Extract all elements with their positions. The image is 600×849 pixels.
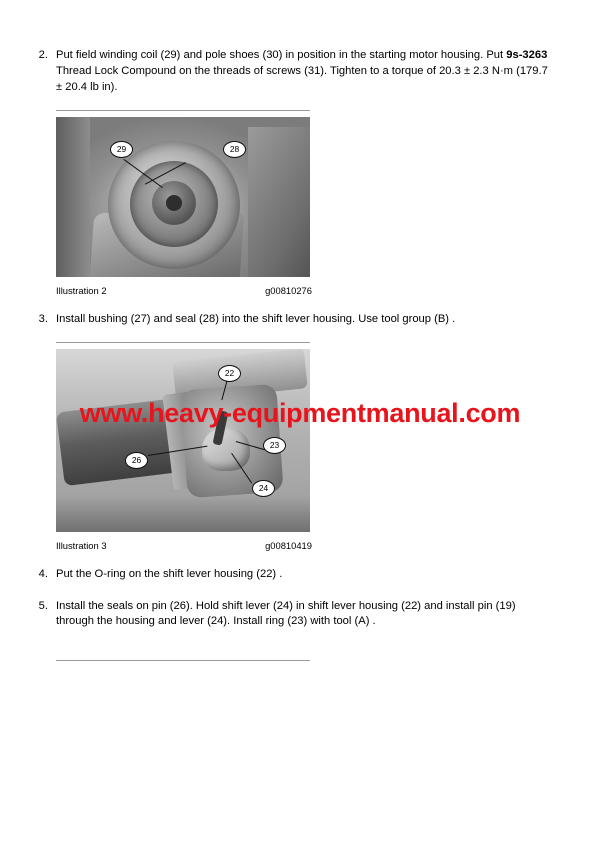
starting-motor-housing-photo — [56, 117, 310, 277]
photo-bottom-shadow — [56, 496, 310, 532]
figure-2-caption — [56, 285, 310, 298]
photo-left-shadow — [56, 117, 90, 277]
step-3-text: Install bushing (27) and seal (28) into the shift lever housing. Use tool group (B) . — [56, 312, 456, 325]
callout-23: 23 — [263, 437, 286, 454]
callout-26: 26 — [125, 452, 148, 469]
figure-3-top-rule — [56, 342, 310, 343]
figure-illustration-2 — [56, 110, 310, 298]
figure-3-image — [56, 349, 310, 532]
figure-2-id: g00810276 — [265, 284, 312, 296]
figure-2-label: Illustration 2 — [56, 284, 107, 296]
step-2-number: 2. — [38, 49, 48, 61]
photo-hub — [166, 195, 182, 211]
photo-right-block — [248, 127, 310, 277]
step-4-text: Put the O-ring on the shift lever housing (22) . — [56, 567, 283, 580]
step-5-number: 5. — [38, 599, 48, 612]
figure-3-caption — [56, 540, 310, 553]
callout-24: 24 — [252, 480, 275, 497]
callout-28: 28 — [223, 141, 246, 158]
step-2-text-part2: Thread Lock Compound on the threads of screws (31). Tighten to a torque of 20.3 ± 2.3 N·m (179.7 ± 20.4 lb in). — [56, 64, 548, 93]
callout-29: 29 — [110, 141, 133, 158]
figure-2-top-rule — [56, 110, 310, 111]
watermark: www.heavy-equipmentmanual.com — [79, 398, 521, 428]
section-divider — [56, 660, 310, 661]
photo-shift-lever — [202, 427, 250, 471]
step-2 — [34, 48, 556, 96]
step-3-number: 3. — [38, 312, 48, 325]
step-2-product-code: 9s-3263 — [506, 49, 548, 61]
figure-2-image — [56, 117, 310, 277]
step-4 — [34, 567, 556, 583]
step-2-text-part1: Put field winding coil (29) and pole shoes (30) in position in the starting motor housing. Put — [56, 49, 507, 61]
figure-3-id: g00810419 — [265, 539, 312, 551]
step-4-number: 4. — [38, 567, 48, 580]
step-3 — [34, 312, 556, 328]
step-5-text: Install the seals on pin (26). Hold shift lever (24) in shift lever housing (22) and install pin (19) through the housing and lever (24). Install ring (23) with tool (A) . — [56, 599, 516, 628]
step-5 — [34, 599, 556, 631]
figure-illustration-3 — [56, 342, 310, 553]
callout-22: 22 — [218, 365, 241, 382]
figure-3-label: Illustration 3 — [56, 539, 107, 551]
step-2-text — [56, 48, 556, 96]
